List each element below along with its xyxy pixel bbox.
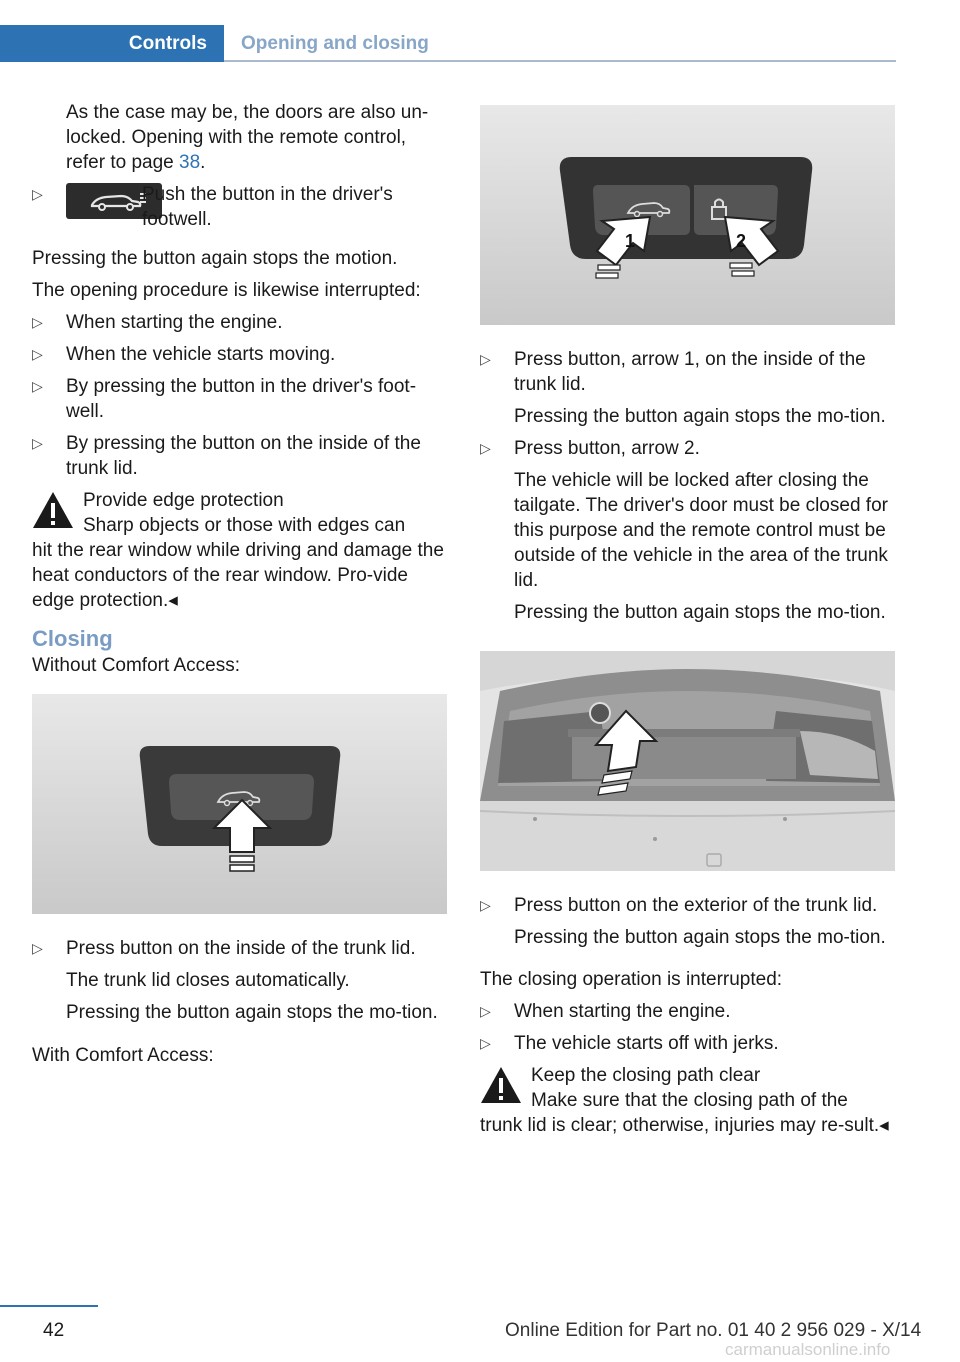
page-link[interactable]: 38 <box>179 152 201 173</box>
bullet-triangle-icon: ▷ <box>32 314 43 330</box>
list-item: ▷ By pressing the button on the inside of the trunk lid. <box>32 433 421 479</box>
again-stops-text: Pressing the button again stops the motion. <box>32 248 398 269</box>
warning-title: Keep the closing path clear <box>531 1065 761 1086</box>
warning-body: trunk lid is clear; otherwise, injuries may re-sult.◂ <box>480 1115 889 1136</box>
page-number: 42 <box>43 1320 65 1341</box>
footwell-button-item <box>32 182 448 240</box>
bullet-triangle-icon: ▷ <box>32 435 43 451</box>
warning-triangle-icon <box>480 1065 522 1105</box>
section-tab[interactable]: Controls <box>0 25 224 62</box>
arrow-1-item: ▷ Press button, arrow 1, on the inside of the trunk lid. Pressing the button again stops the mo-tion. <box>480 349 886 427</box>
header-rule <box>224 60 896 62</box>
close-button-item: ▷ Press button on the inside of the trunk lid. The trunk lid closes automatically. Pressing the button again stops the mo-tion. <box>32 938 438 1023</box>
two-button-illustration <box>480 105 895 325</box>
bullet-triangle-icon: ▷ <box>32 346 43 362</box>
bullet-triangle-icon: ▷ <box>32 378 43 394</box>
list-item: ▷ When the vehicle starts moving. <box>32 344 336 365</box>
warning-box <box>32 488 448 613</box>
arrow-2-item: ▷ Press button, arrow 2. The vehicle will be locked after closing the tailgate. The driver's door must be closed for this purpose and the remote control must be outside of the vehicle in the area of the trunk lid. Pressing the button again stops the mo-tion. <box>480 438 888 623</box>
list-item: ▷ By pressing the button in the driver's foot-well. <box>32 376 417 422</box>
bullet-triangle-icon: ▷ <box>480 897 491 913</box>
trunk-exterior-illustration <box>480 651 895 871</box>
closing-heading: Closing <box>32 626 113 651</box>
edition-text: Online Edition for Part no. 01 40 2 956 029 - X/14 <box>505 1320 922 1341</box>
subsection-title: Opening and closing <box>241 33 429 54</box>
warning-box <box>480 1063 896 1138</box>
list-item: ▷ When starting the engine. <box>32 312 283 333</box>
exterior-button-item: ▷ Press button on the exterior of the trunk lid. Pressing the button again stops the mo-tion. <box>480 895 886 948</box>
list-item: ▷ The vehicle starts off with jerks. <box>480 1033 779 1054</box>
footer-rule <box>0 1305 98 1307</box>
arrow-1-label: 1 <box>625 231 636 251</box>
warning-triangle-icon <box>32 490 74 530</box>
with-comfort-label: With Comfort Access: <box>32 1045 214 1066</box>
bullet-triangle-icon: ▷ <box>32 186 43 202</box>
closing-interrupted-intro: The closing operation is interrupted: <box>480 969 783 990</box>
watermark: carmanualsonline.info <box>725 1340 891 1359</box>
interrupted-intro: The opening procedure is likewise interrupted: <box>32 280 421 301</box>
bullet-triangle-icon: ▷ <box>480 1003 491 1019</box>
bullet-triangle-icon: ▷ <box>480 1035 491 1051</box>
arrow-2-label: 2 <box>736 231 747 251</box>
trunk-button-illustration <box>32 694 447 914</box>
warning-title: Provide edge protection <box>83 490 284 511</box>
without-comfort-label: Without Comfort Access: <box>32 655 241 676</box>
intro-paragraph: As the case may be, the doors are also un-locked. Opening with the remote control, refer to page 38. <box>66 102 429 173</box>
footwell-button-text: Push the button in the driver's footwell. <box>142 184 393 230</box>
bullet-triangle-icon: ▷ <box>32 940 43 956</box>
warning-body: hit the rear window while driving and damage the heat conductors of the rear window. Pro-vide edge protection.◂ <box>32 540 444 611</box>
right-column <box>480 105 896 1150</box>
warning-line: Sharp objects or those with edges can <box>83 515 406 536</box>
page-header <box>0 25 896 62</box>
bullet-triangle-icon: ▷ <box>480 351 491 367</box>
bullet-triangle-icon: ▷ <box>480 440 491 456</box>
left-column <box>32 100 448 1075</box>
warning-line: Make sure that the closing path of the <box>531 1090 848 1111</box>
list-item: ▷ When starting the engine. <box>480 1001 731 1022</box>
